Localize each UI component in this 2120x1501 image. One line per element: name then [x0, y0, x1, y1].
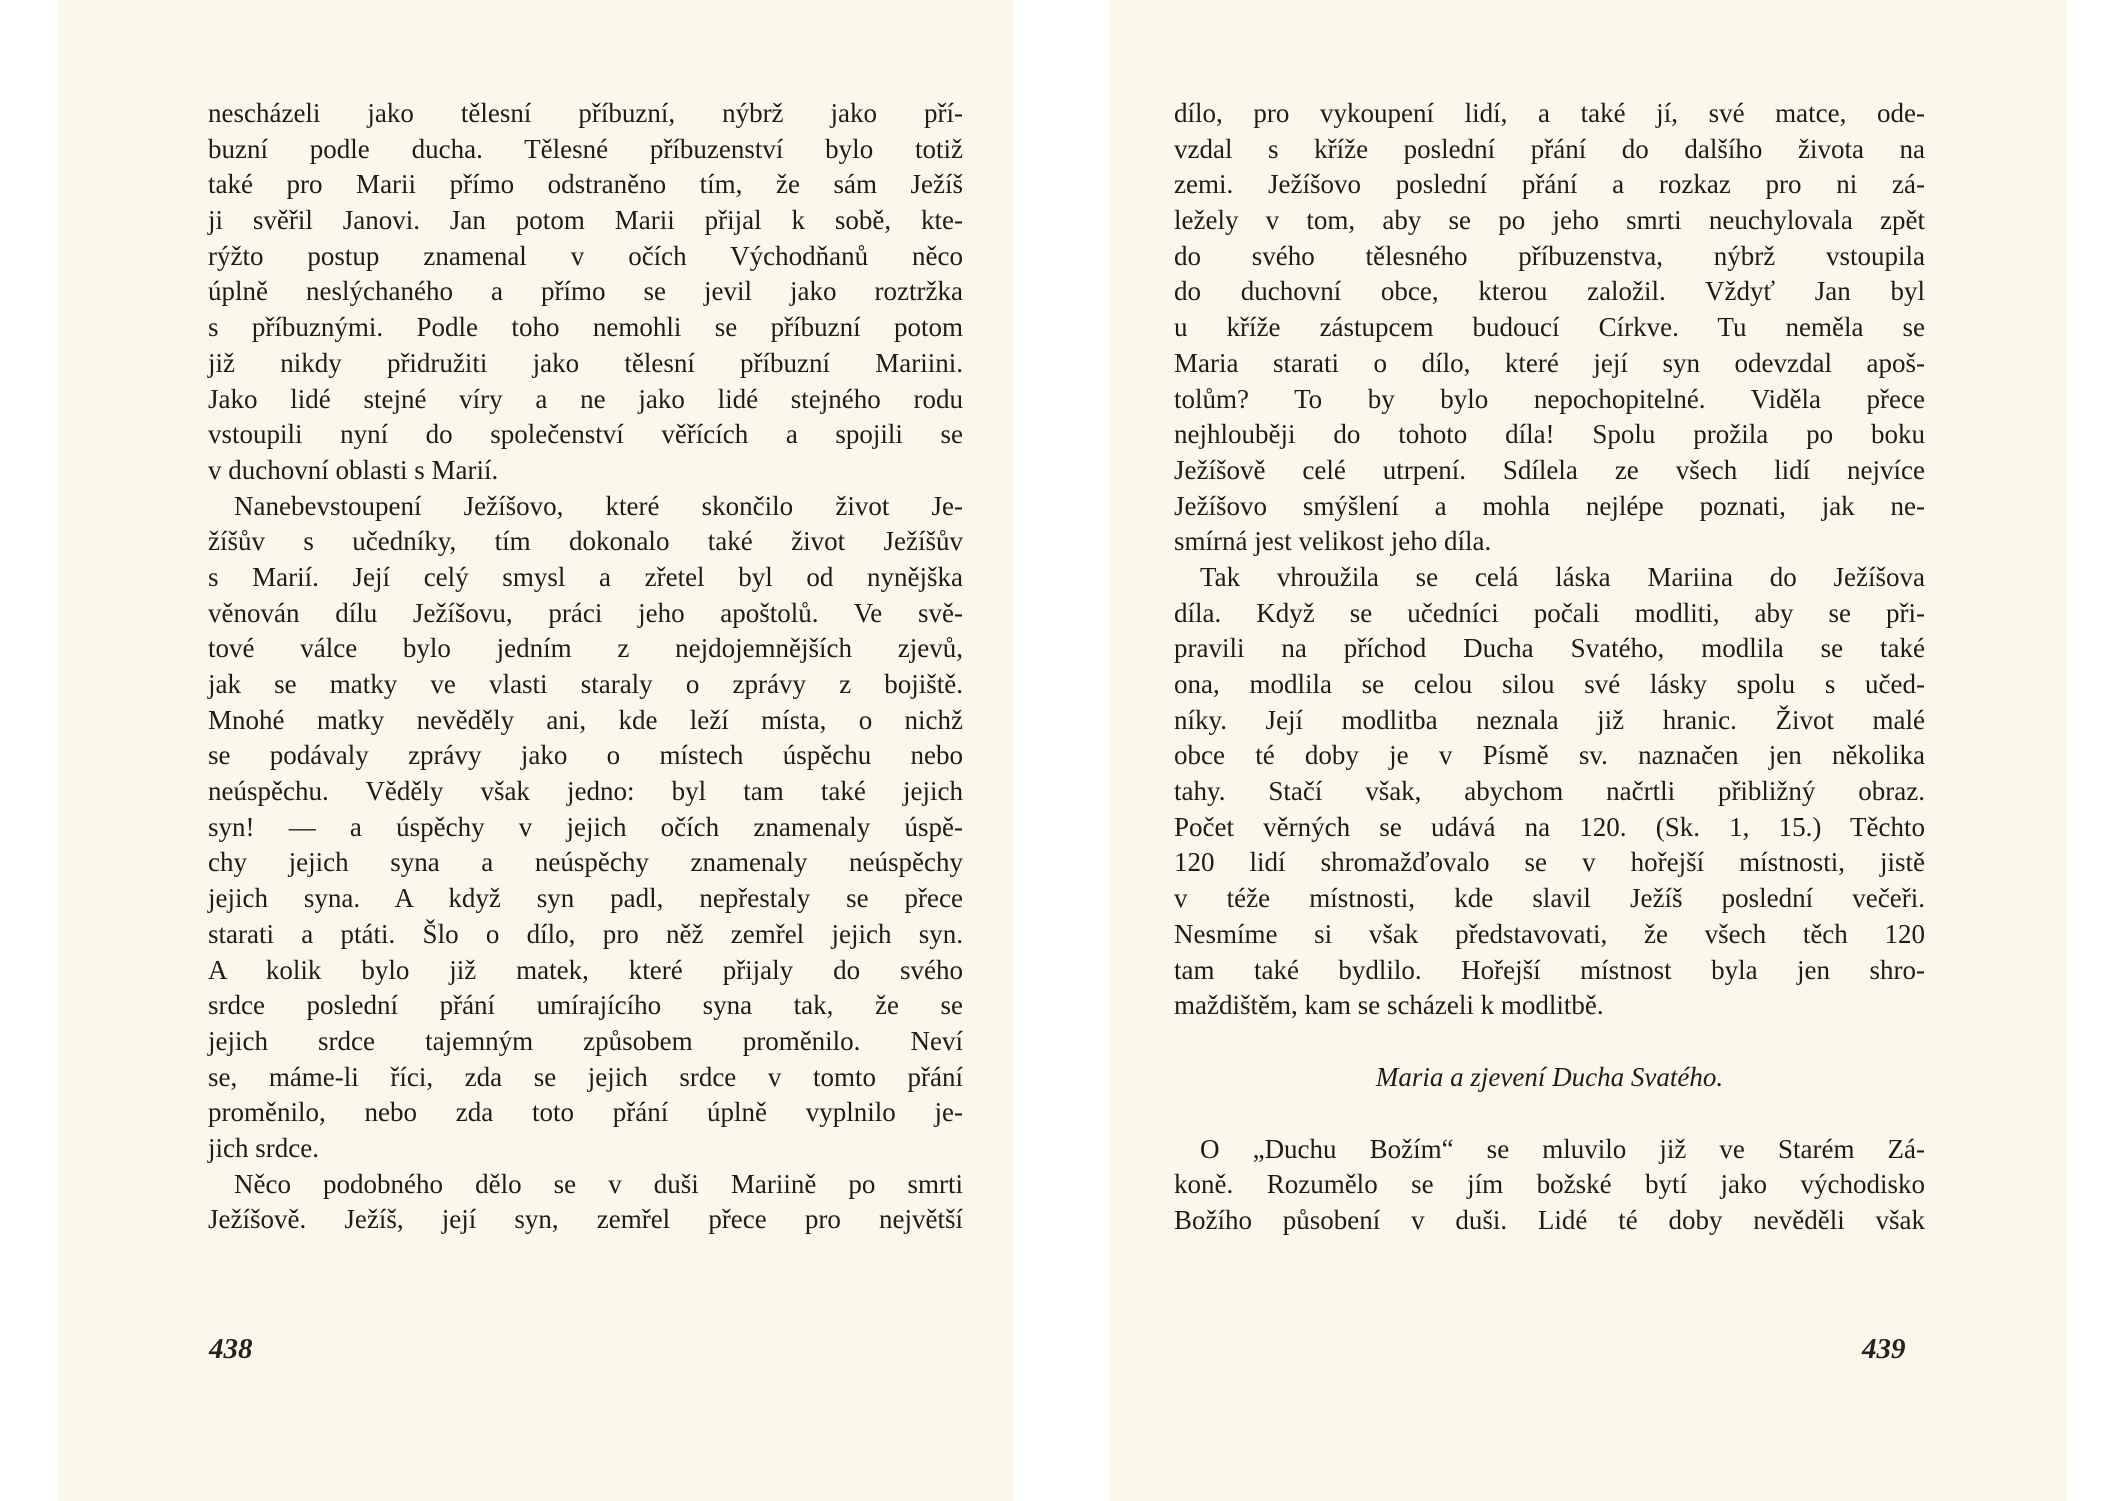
text-line: Božího působení v duši. Lidé té doby nevěděli však	[1174, 1204, 1925, 1235]
text-line: zemi. Ježíšovo poslední přání a rozkaz pro ni zá-	[1174, 169, 1925, 200]
text-line: tahy. Stačí však, abychom načrtli přibližný obraz.	[1174, 776, 1925, 807]
text-line: vzdal s kříže poslední přání do dalšího života na	[1174, 133, 1925, 164]
text-line: věnován dílu Ježíšovu, práci jeho apoštolů. Ve svě-	[208, 597, 963, 628]
text-line: O „Duchu Božím“ se mluvilo již ve Starém Zá-	[1200, 1133, 1925, 1164]
text-line: jejich syna. A když syn padl, nepřestaly se přece	[208, 883, 963, 914]
text-line: do duchovní obce, kterou založil. Vždyť Jan byl	[1174, 276, 1925, 307]
text-line: tolům? To by bylo nepochopitelné. Viděla přece	[1174, 383, 1925, 414]
text-line: Mnohé matky nevěděly ani, kde leží místa, o nichž	[208, 704, 963, 735]
text-line: již nikdy přidružiti jako tělesní příbuzní Mariini.	[208, 347, 963, 378]
text-line: koně. Rozumělo se jím božské bytí jako východisko	[1174, 1169, 1925, 1200]
right-page-text	[1174, 96, 1925, 1239]
text-line: jejich srdce tajemným způsobem proměnilo. Neví	[208, 1025, 963, 1056]
text-line: Ježíšovo smýšlení a mohla nejlépe poznati, jak ne-	[1174, 490, 1925, 521]
text-line: rýžto postup znamenal v očích Východňanů něco	[208, 240, 963, 271]
text-line: s Marií. Její celý smysl a zřetel byl od nynějška	[208, 561, 963, 592]
text-line: nejhlouběji do tohoto díla! Spolu prožila po boku	[1174, 419, 1925, 450]
text-line: nescházeli jako tělesní příbuzní, nýbrž jako pří-	[208, 98, 963, 128]
text-line: Nesmíme si však představovati, že všech těch 120	[1174, 918, 1925, 949]
text-line: Ježíšově. Ježíš, její syn, zemřel přece pro největší	[208, 1204, 963, 1235]
page-number-right: 439	[1862, 1333, 1906, 1365]
text-line: jak se matky ve vlasti staraly o zprávy z bojiště.	[208, 669, 963, 699]
text-line: srdce poslední přání umírajícího syna tak, že se	[208, 990, 963, 1021]
text-line: pravili na příchod Ducha Svatého, modlila se také	[1174, 633, 1925, 664]
text-line: také pro Marii přímo odstraněno tím, že sám Ježíš	[208, 169, 963, 200]
text-line: díla. Když se učedníci počali modliti, aby se při-	[1174, 597, 1925, 628]
text-line: obce té doby je v Písmě sv. naznačen jen několika	[1174, 740, 1925, 771]
text-line: ji svěřil Janovi. Jan potom Marii přijal k sobě, kte-	[208, 205, 963, 236]
text-line: se, máme-li říci, zda se jejich srdce v tomto přání	[208, 1061, 963, 1092]
text-line: Nanebevstoupení Ježíšovo, které skončilo život Je-	[234, 490, 963, 521]
text-line: starati a ptáti. Šlo o dílo, pro něž zemřel jejich syn.	[208, 918, 963, 949]
text-line: vstoupili nyní do společenství věřících a spojili se	[208, 419, 963, 450]
text-line: Maria starati o dílo, které její syn odevzdal apoš-	[1174, 347, 1925, 378]
left-page	[58, 0, 1013, 1501]
text-line: Tak vhroužila se celá láska Mariina do Ježíšova	[1200, 561, 1925, 592]
text-line: do svého tělesného příbuzenstva, nýbrž vstoupila	[1174, 240, 1925, 271]
text-line: se podávaly zprávy jako o místech úspěchu nebo	[208, 740, 963, 771]
paragraph	[1174, 96, 1925, 560]
text-line: v téže místnosti, kde slavil Ježíš poslední večeři.	[1174, 883, 1925, 914]
text-line: tové válce bylo jedním z nejdojemnějších zjevů,	[208, 633, 963, 664]
text-line: proměnilo, nebo zda toto přání úplně vyplnilo je-	[208, 1097, 963, 1128]
text-line: úplně neslýchaného a přímo se jevil jako roztržka	[208, 276, 963, 307]
text-line: Ježíšově celé utrpení. Sdílela ze všech lidí nejvíce	[1174, 454, 1925, 485]
text-line: maždištěm, kam se scházeli k modlitbě.	[1174, 990, 1604, 1021]
text-line: buzní podle ducha. Tělesné příbuzenství bylo totiž	[208, 133, 963, 164]
paragraph	[1174, 560, 1925, 1024]
text-line: tam také bydlilo. Hořejší místnost byla jen shro-	[1174, 954, 1925, 985]
text-line: ona, modlila se celou silou své lásky spolu s učed-	[1174, 669, 1925, 699]
text-line: Něco podobného dělo se v duši Mariině po smrti	[234, 1168, 963, 1199]
text-line: smírná jest velikost jeho díla.	[1174, 526, 1492, 557]
text-line: Počet věrných se udává na 120. (Sk. 1, 15.) Těchto	[1174, 811, 1925, 842]
paragraph	[208, 489, 963, 1167]
section-heading: Maria a zjevení Ducha Svatého.	[1375, 1061, 1724, 1092]
text-line: syn! — a úspěchy v jejich očích znamenaly úspě-	[208, 811, 963, 842]
paragraph	[208, 1167, 963, 1238]
text-line: s příbuznými. Podle toho nemohli se příbuzní potom	[208, 312, 963, 343]
text-line: neúspěchu. Věděly však jedno: byl tam také jejich	[208, 776, 963, 807]
paragraph	[208, 96, 963, 489]
text-line: níky. Její modlitba neznala již hranic. Život malé	[1174, 704, 1925, 735]
text-line: v duchovní oblasti s Marií.	[208, 454, 499, 485]
text-line: ležely v tom, aby se po jeho smrti neuchylovala zpět	[1174, 205, 1925, 236]
paragraph	[1174, 1132, 1925, 1239]
page-number-left: 438	[209, 1333, 253, 1365]
text-line: chy jejich syna a neúspěchy znamenaly neúspěchy	[208, 847, 963, 878]
text-line: žíšův s učedníky, tím dokonalo také život Ježíšův	[208, 526, 963, 557]
text-line: jich srdce.	[208, 1132, 319, 1163]
left-page-text	[208, 96, 963, 1238]
text-line: 120 lidí shromažďovalo se v hořejší místnosti, jistě	[1174, 847, 1925, 878]
right-page	[1110, 0, 2067, 1501]
text-line: Jako lidé stejné víry a ne jako lidé stejného rodu	[208, 383, 963, 414]
text-line: u kříže zástupcem budoucí Církve. Tu neměla se	[1174, 312, 1925, 343]
text-line: A kolik bylo již matek, které přijaly do svého	[208, 954, 963, 985]
text-line: dílo, pro vykoupení lidí, a také jí, své matce, ode-	[1174, 98, 1925, 128]
